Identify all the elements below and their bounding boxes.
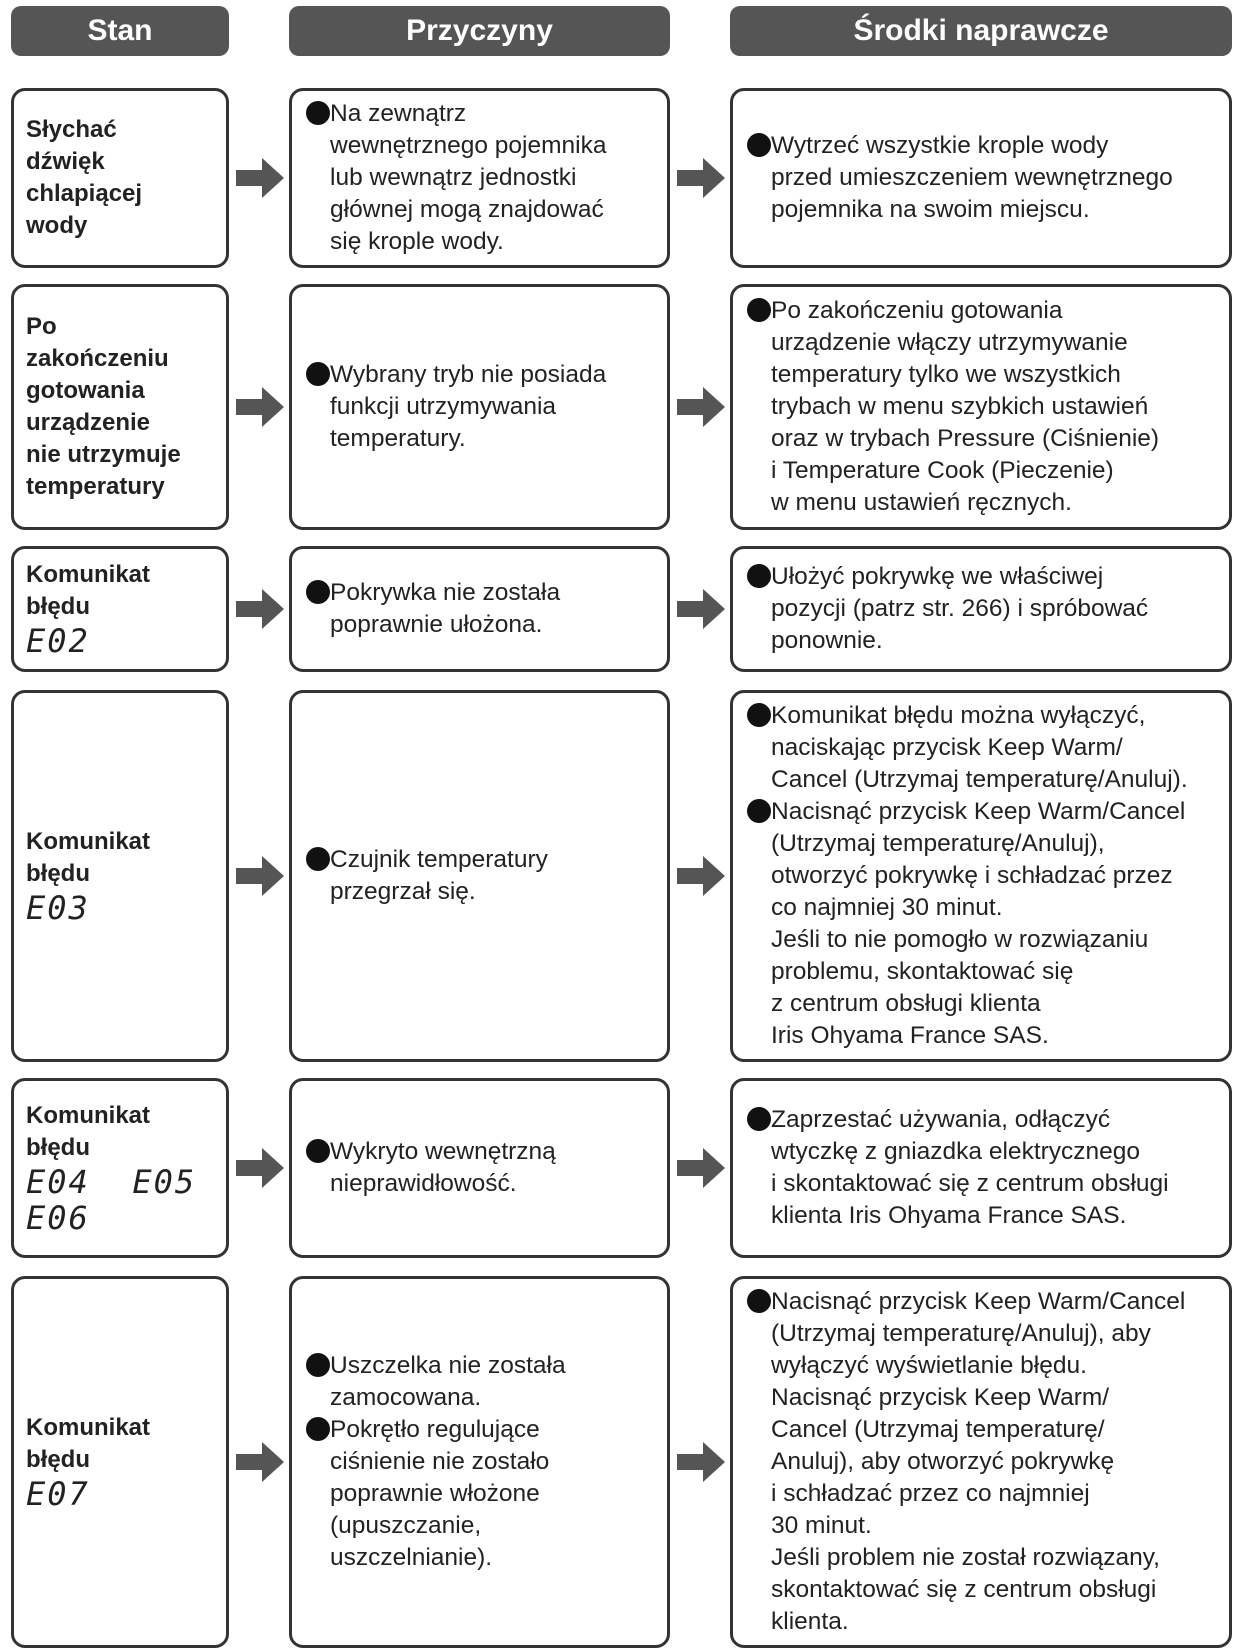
remedy-item <box>747 700 1223 796</box>
cause-text: Na zewnątrz wewnętrznego pojemnika lub wewnątrz jednostki głównej mogą znajdować się krople wody. <box>330 100 607 255</box>
cause-box <box>289 88 670 268</box>
arrow-right-icon <box>236 589 284 629</box>
cause-item <box>306 577 661 641</box>
cause-item <box>306 1350 661 1414</box>
remedy-box <box>730 284 1232 530</box>
cause-item <box>306 844 661 908</box>
cause-text: Wykryto wewnętrzną nieprawidłowość. <box>330 1138 556 1197</box>
remedy-item <box>747 130 1223 226</box>
cause-item <box>306 1414 661 1574</box>
bullet-icon <box>306 1417 330 1441</box>
bullet-icon <box>306 847 330 871</box>
cause-item <box>306 359 661 455</box>
remedy-text: Zaprzestać używania, odłączyć wtyczkę z gniazdka elektrycznego i skontaktować się z centrum obsługi klienta Iris Ohyama France SAS. <box>771 1106 1169 1229</box>
bullet-icon <box>747 564 771 588</box>
state-box <box>11 88 229 268</box>
remedy-text: Nacisnąć przycisk Keep Warm/Cancel (Utrzymaj temperaturę/Anuluj), otworzyć pokrywkę i schładzać przez co najmniej 30 minut. <box>771 798 1186 921</box>
arrow-right-icon <box>677 856 725 896</box>
cause-text: Pokrywka nie została poprawnie ułożona. <box>330 579 561 638</box>
error-code: E07 <box>26 1475 90 1513</box>
state-box <box>11 546 229 672</box>
bullet-icon <box>306 580 330 604</box>
state-box <box>11 284 229 530</box>
remedy-text: Komunikat błędu można wyłączyć, naciskając przycisk Keep Warm/ Cancel (Utrzymaj temperaturę/Anuluj). <box>771 702 1188 793</box>
bullet-icon <box>306 1353 330 1377</box>
bullet-icon <box>747 1289 771 1313</box>
remedy-text: Nacisnąć przycisk Keep Warm/Cancel (Utrzymaj temperaturę/Anuluj), aby wyłączyć wyświetlanie błędu. Nacisnąć przycisk Keep Warm/ Cancel (Utrzymaj temperaturę/ Anuluj), aby otworzyć pokrywkę i schładzać przez co najmniej 30 minut. Jeśli problem nie został rozwiązany, skontaktować się z centrum obsługi klienta. <box>771 1288 1186 1635</box>
cause-item <box>306 98 661 258</box>
cause-text: Pokrętło regulujące ciśnienie nie zostało poprawnie włożone (upuszczanie, uszczelnianie). <box>330 1416 550 1571</box>
state-label: Komunikat błędu <box>26 1102 151 1161</box>
remedy-text: Ułożyć pokrywkę we właściwej pozycji (patrz str. 266) i spróbować ponownie. <box>771 563 1149 654</box>
remedy-box <box>730 1276 1232 1648</box>
arrow-right-icon <box>236 856 284 896</box>
cause-item <box>306 1136 661 1200</box>
remedy-text: Po zakończeniu gotowania urządzenie włączy utrzymywanie temperatury tylko we wszystkich trybach w menu szybkich ustawień oraz w trybach Pressure (Ciśnienie) i Temperature Cook (Pieczenie) w menu ustawień ręcznych. <box>771 297 1160 516</box>
cause-text: Uszczelka nie została zamocowana. <box>330 1352 566 1411</box>
header-remedy: Środki naprawcze <box>730 6 1232 56</box>
state-box <box>11 1078 229 1258</box>
cause-box <box>289 1078 670 1258</box>
state-label: Po zakończeniu gotowania urządzenie nie utrzymuje temperatury <box>26 313 181 500</box>
remedy-box <box>730 546 1232 672</box>
arrow-right-icon <box>677 387 725 427</box>
bullet-icon <box>306 101 330 125</box>
bullet-icon <box>306 1139 330 1163</box>
state-box <box>11 1276 229 1648</box>
arrow-right-icon <box>677 158 725 198</box>
cause-box <box>289 546 670 672</box>
bullet-icon <box>747 703 771 727</box>
cause-text: Wybrany tryb nie posiada funkcji utrzymywania temperatury. <box>330 361 607 452</box>
header-cause: Przyczyny <box>289 6 670 56</box>
remedy-item <box>747 1286 1223 1638</box>
state-box <box>11 690 229 1062</box>
remedy-box <box>730 1078 1232 1258</box>
bullet-icon <box>747 298 771 322</box>
arrow-right-icon <box>677 1148 725 1188</box>
bullet-icon <box>747 133 771 157</box>
arrow-right-icon <box>236 1148 284 1188</box>
remedy-item <box>747 295 1223 519</box>
state-label: Komunikat błędu <box>26 828 151 887</box>
remedy-text: Wytrzeć wszystkie krople wody przed umieszczeniem wewnętrznego pojemnika na swoim miejscu. <box>771 132 1173 223</box>
cause-box <box>289 284 670 530</box>
bullet-icon <box>747 799 771 823</box>
cause-box <box>289 690 670 1062</box>
bullet-icon <box>747 1107 771 1131</box>
cause-box <box>289 1276 670 1648</box>
error-code: E02 <box>26 622 90 660</box>
arrow-right-icon <box>677 589 725 629</box>
arrow-right-icon <box>677 1442 725 1482</box>
remedy-box <box>730 88 1232 268</box>
arrow-right-icon <box>236 387 284 427</box>
arrow-right-icon <box>236 158 284 198</box>
remedy-item <box>747 796 1223 924</box>
error-code: E03 <box>26 889 90 927</box>
remedy-box <box>730 690 1232 1062</box>
arrow-right-icon <box>236 1442 284 1482</box>
bullet-icon <box>306 362 330 386</box>
remedy-item <box>747 561 1223 657</box>
remedy-note: Jeśli to nie pomogło w rozwiązaniu problemu, skontaktować się z centrum obsługi klienta Iris Ohyama France SAS. <box>771 926 1149 1049</box>
error-code: E04 E05 E06 <box>26 1163 197 1237</box>
state-label: Słychać dźwięk chlapiącej wody <box>26 116 143 239</box>
remedy-item <box>747 1104 1223 1232</box>
state-label: Komunikat błędu <box>26 1414 151 1473</box>
cause-text: Czujnik temperatury przegrzał się. <box>330 846 548 905</box>
state-label: Komunikat błędu <box>26 561 151 620</box>
header-state: Stan <box>11 6 229 56</box>
